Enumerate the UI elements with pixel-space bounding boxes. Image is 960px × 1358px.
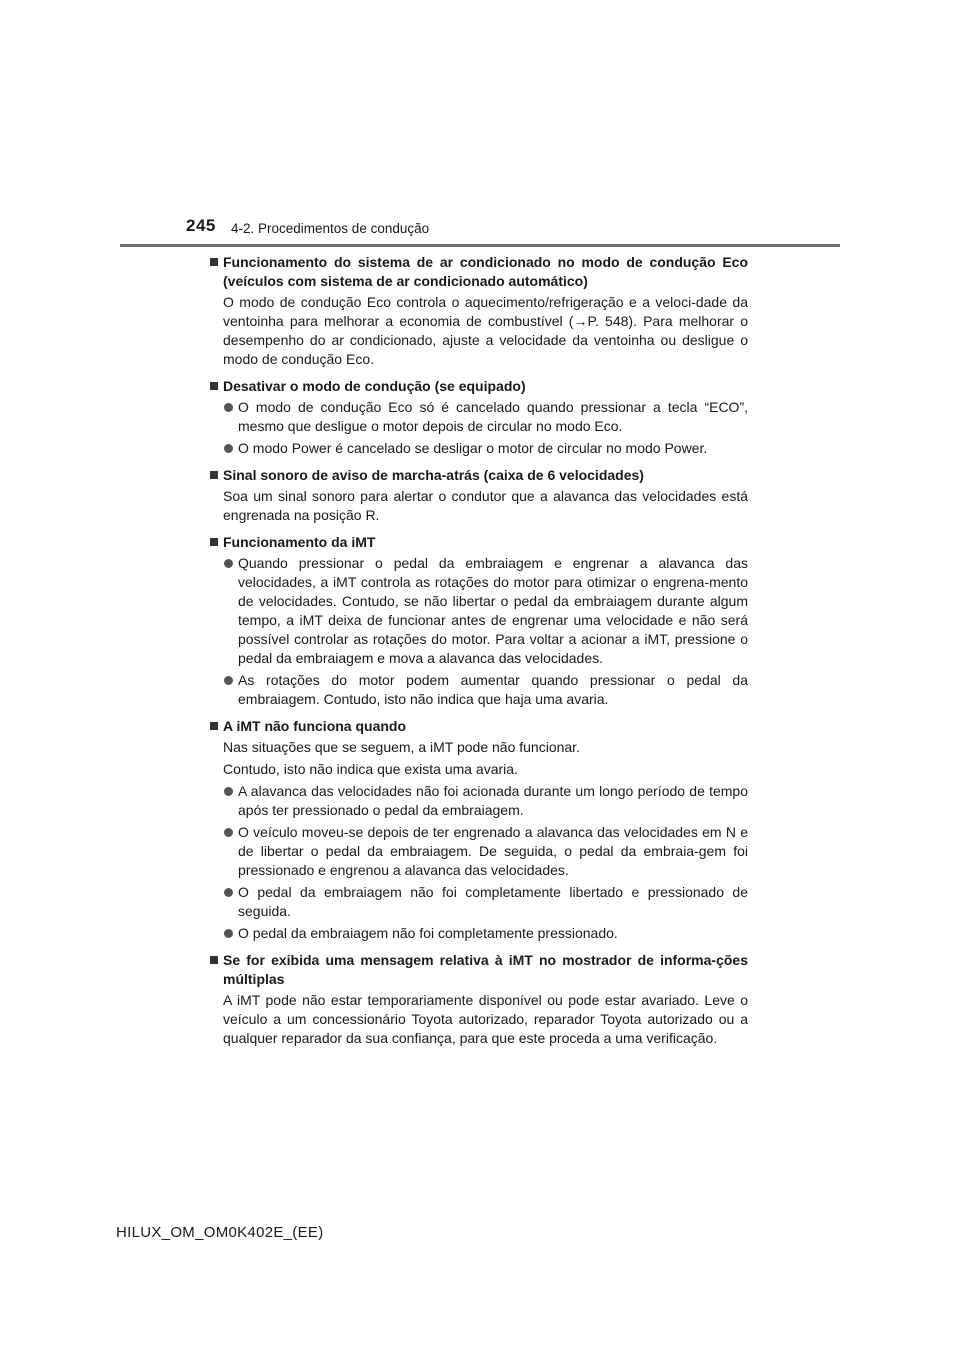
section bbox=[210, 466, 748, 533]
bullet-item: As rotações do motor podem aumentar quando pressionar o pedal da embraiagem. Contudo, isto não indica que haja uma avaria. bbox=[210, 671, 748, 709]
section-heading: Se for exibida uma mensagem relativa à iMT no mostrador de informa-ções múltiplas bbox=[210, 951, 748, 989]
section-paragraph: Soa um sinal sonoro para alertar o condutor que a alavanca das velocidades está engrenada na posição R. bbox=[223, 488, 748, 523]
chapter-title: 4-2. Procedimentos de condução bbox=[231, 221, 430, 236]
section bbox=[210, 717, 748, 951]
section bbox=[210, 533, 748, 717]
bullet-item: O modo de condução Eco só é cancelado quando pressionar a tecla “ECO”, mesmo que desligue o motor depois de circular no modo Eco. bbox=[210, 398, 748, 436]
header-rule bbox=[120, 244, 840, 247]
bullet-item: O modo Power é cancelado se desligar o motor de circular no modo Power. bbox=[210, 439, 748, 458]
section-heading: A iMT não funciona quando bbox=[210, 717, 748, 736]
bullet-item: A alavanca das velocidades não foi acionada durante um longo período de tempo após ter pressionado o pedal da embraiagem. bbox=[210, 782, 748, 820]
section-paragraph: Nas situações que se seguem, a iMT pode não funcionar. bbox=[223, 739, 580, 755]
section-paragraph: O modo de condução Eco controla o aquecimento/refrigeração e a veloci-dade da ventoinha para melhorar a economia de combustível (→P. 548). Para melhorar o desempenho do ar condicionado, ajuste a velocidade da ventoinha ou desligue o modo de condução Eco. bbox=[223, 294, 748, 367]
bullet-item: O veículo moveu-se depois de ter engrenado a alavanca das velocidades em N e de libertar o pedal da embraiagem. De seguida, o pedal da embraia-gem foi pressionado e engrenou a alavanca das velocidades. bbox=[210, 823, 748, 880]
section-heading: Funcionamento da iMT bbox=[210, 533, 748, 552]
document-code: HILUX_OM_OM0K402E_(EE) bbox=[116, 1224, 324, 1241]
section-paragraph: Contudo, isto não indica que exista uma avaria. bbox=[223, 761, 518, 777]
main-content bbox=[210, 253, 748, 1056]
section bbox=[210, 951, 748, 1056]
section-heading: Sinal sonoro de aviso de marcha-atrás (caixa de 6 velocidades) bbox=[210, 466, 748, 485]
section bbox=[210, 377, 748, 466]
bullet-item: O pedal da embraiagem não foi completamente pressionado. bbox=[210, 924, 748, 943]
page-number: 245 bbox=[186, 216, 216, 235]
section bbox=[210, 253, 748, 377]
bullet-item: O pedal da embraiagem não foi completamente libertado e pressionado de seguida. bbox=[210, 883, 748, 921]
section-paragraph: A iMT pode não estar temporariamente disponível ou pode estar avariado. Leve o veículo a um concessionário Toyota autorizado, reparador Toyota autorizado ou a qualquer reparador da sua confiança, para que este proceda a uma verificação. bbox=[223, 992, 748, 1046]
section-heading: Desativar o modo de condução (se equipado) bbox=[210, 377, 748, 396]
bullet-item: Quando pressionar o pedal da embraiagem e engrenar a alavanca das velocidades, a iMT controla as rotações do motor para otimizar o engrena-mento de velocidades. Contudo, se não libertar o pedal da embraiagem durante algum tempo, a iMT deixa de funcionar antes de engrenar uma velocidade e não será possível controlar as rotações do motor. Para voltar a acionar a iMT, pressione o pedal da embraiagem e mova a alavanca das velocidades. bbox=[210, 554, 748, 668]
section-heading: Funcionamento do sistema de ar condicionado no modo de condução Eco (veículos com sistema de ar condicionado automático) bbox=[210, 253, 748, 291]
